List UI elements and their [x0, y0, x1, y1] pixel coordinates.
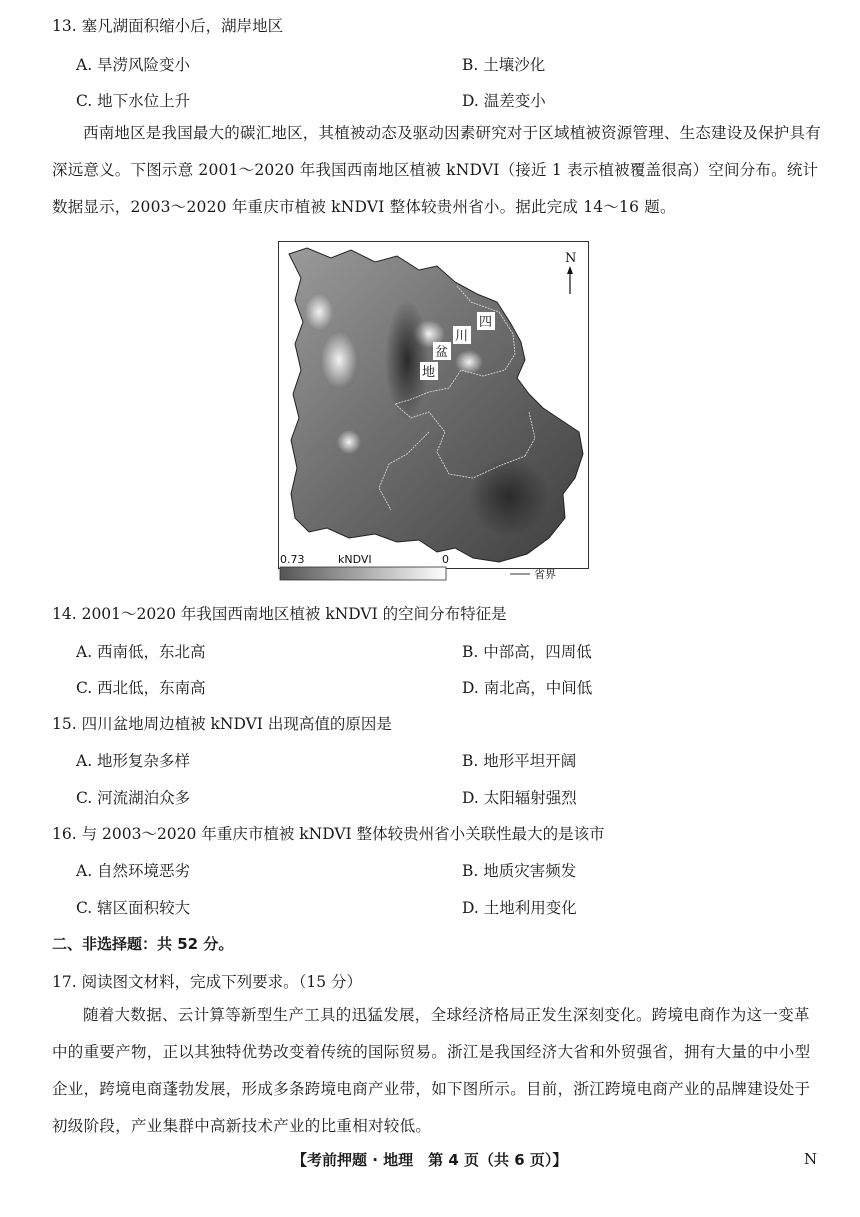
q17-stem: 17. 阅读图文材料，完成下列要求。（15 分） [52, 973, 362, 991]
kndvi-map-svg [279, 242, 588, 568]
low-value-zone [469, 457, 549, 537]
low-value-zone [385, 300, 429, 420]
north-label: N [565, 251, 577, 266]
label-chuan: 川 [455, 329, 469, 344]
page-footer: 【考前押题 · 地理 第 4 页（共 6 页）】 [292, 1151, 568, 1169]
q14-stem: 14. 2001～2020 年我国西南地区植被 kNDVI 的空间分布特征是 [52, 605, 507, 623]
high-value-spot [321, 332, 357, 388]
q13-stem: 13. 塞凡湖面积缩小后，湖岸地区 [52, 17, 284, 35]
q16-option-a: A. 自然环境恶劣 [76, 862, 191, 880]
q15-option-b: B. 地形平坦开阔 [462, 752, 577, 770]
legend-boundary: 省界 [534, 568, 556, 581]
q14-option-c: C. 西北低，东南高 [76, 679, 206, 697]
q15-option-d: D. 太阳辐射强烈 [462, 789, 577, 807]
q16-option-d: D. 土地利用变化 [462, 899, 577, 917]
footer-mark: N [804, 1150, 818, 1168]
label-si: 四 [479, 315, 493, 330]
q17-material: 随着大数据、云计算等新型生产工具的迅猛发展，全球经济格局正发生深刻变化。跨境电商作为这一变革中的重要产物，正以其独特优势改变着传统的国际贸易。浙江是我国经济大省和外贸强省，拥有大量的中小型企业，跨境电商蓬勃发展，形成多条跨境电商产业带，如下图所示。目前，浙江跨境电商产业的品牌建设处于初级阶段，产业集群中高新技术产业的比重相对较低。 [52, 1006, 811, 1135]
intro-paragraph: 西南地区是我国最大的碳汇地区，其植被动态及驱动因素研究对于区域植被资源管理、生态建设及保护具有深远意义。下图示意 2001～2020 年我国西南地区植被 kNDVI（接近 1 表示植被覆盖很高）空间分布。统计数据显示，2003～2020 年重庆市植被 kNDVI 整体较贵州省小。据此完成 14～16 题。 [52, 124, 821, 216]
q16-stem: 16. 与 2003～2020 年重庆市植被 kNDVI 整体较贵州省小关联性最大的是该市 [52, 825, 605, 843]
q15-option-c: C. 河流湖泊众多 [76, 789, 191, 807]
q13-option-b: B. 土壤沙化 [462, 56, 546, 74]
high-value-spot [455, 350, 483, 374]
high-value-spot [337, 430, 361, 454]
q15-stem: 15. 四川盆地周边植被 kNDVI 出现高值的原因是 [52, 715, 392, 733]
q14-option-d: D. 南北高，中间低 [462, 679, 593, 697]
q16-option-b: B. 地质灾害频发 [462, 862, 577, 880]
legend-title: kNDVI [338, 553, 372, 566]
q14-option-b: B. 中部高，四周低 [462, 643, 592, 661]
q13-option-c: C. 地下水位上升 [76, 92, 191, 110]
q13-option-d: D. 温差变小 [462, 92, 546, 110]
high-value-spot [305, 294, 333, 330]
label-di: 地 [422, 365, 436, 380]
q14-option-a: A. 西南低，东北高 [76, 643, 206, 661]
q15-option-a: A. 地形复杂多样 [76, 752, 191, 770]
kndvi-map [278, 241, 589, 569]
legend-min: 0 [442, 553, 449, 566]
q13-option-a: A. 旱涝风险变小 [76, 56, 191, 74]
map-legend [278, 552, 578, 584]
north-arrow-head-icon [567, 266, 573, 274]
legend-max: 0.73 [280, 553, 305, 566]
q16-option-c: C. 辖区面积较大 [76, 899, 191, 917]
label-pen: 盆 [435, 345, 449, 360]
section-heading: 二、非选择题：共 52 分。 [52, 935, 234, 953]
legend-colorbar [280, 567, 446, 580]
